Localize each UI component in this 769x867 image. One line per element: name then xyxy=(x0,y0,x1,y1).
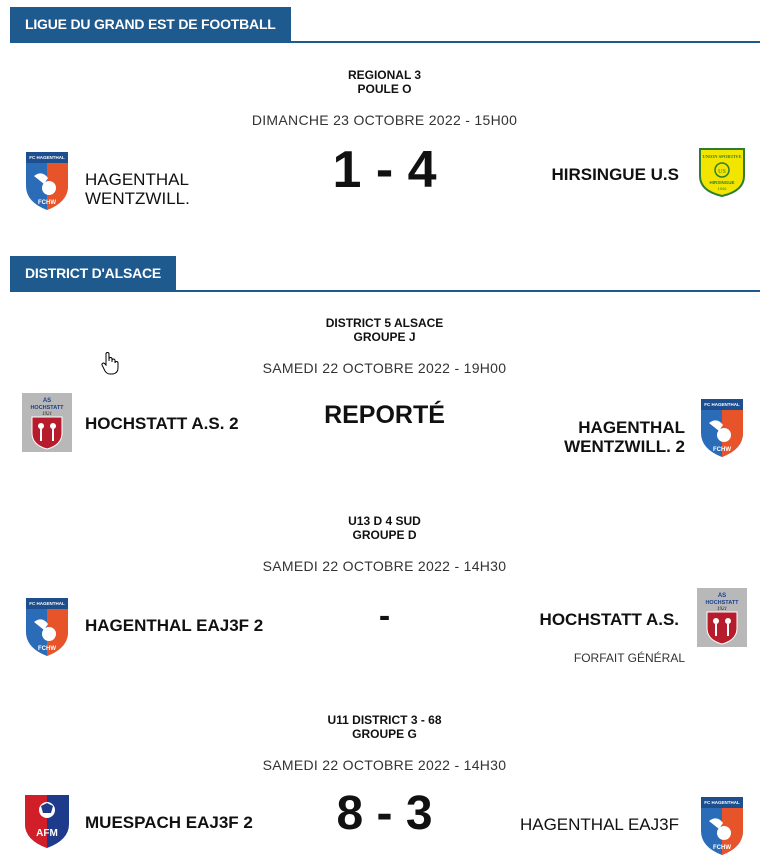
home-team-name[interactable]: HAGENTHAL EAJ3F 2 xyxy=(85,616,264,635)
away-team-name[interactable]: HAGENTHAL WENTZWILL. 2 xyxy=(564,418,685,456)
match-datetime: SAMEDI 22 OCTOBRE 2022 - 19H00 xyxy=(262,360,507,376)
match-score: - xyxy=(378,597,391,635)
svg-text:FC HAGENTHAL: FC HAGENTHAL xyxy=(29,155,65,160)
svg-text:UNION SPORTIVE: UNION SPORTIVE xyxy=(702,154,742,159)
home-team-name[interactable]: MUESPACH EAJ3F 2 xyxy=(85,813,253,832)
away-team-name[interactable]: HIRSINGUE U.S xyxy=(551,165,679,184)
svg-text:FC HAGENTHAL: FC HAGENTHAL xyxy=(29,601,65,606)
fchw-logo[interactable] xyxy=(699,795,745,857)
svg-text:AS: AS xyxy=(42,398,52,404)
svg-text:HOCHSTATT: HOCHSTATT xyxy=(30,405,64,411)
competition-name: REGIONAL 3 POULE O xyxy=(347,68,422,96)
competition-name: U13 D 4 SUD GROUPE D xyxy=(348,514,421,542)
fchw-logo[interactable] xyxy=(699,397,745,459)
svg-text:US: US xyxy=(718,169,726,175)
hirsingue-logo[interactable] xyxy=(697,146,747,198)
svg-text:FCHW: FCHW xyxy=(713,447,731,453)
svg-text:HIRSINGUE: HIRSINGUE xyxy=(709,180,735,185)
match-datetime: SAMEDI 22 OCTOBRE 2022 - 14H30 xyxy=(262,558,507,574)
svg-text:1946: 1946 xyxy=(717,186,727,191)
match-status: REPORTÉ xyxy=(324,401,445,429)
match-score: 8 - 3 xyxy=(336,787,433,840)
away-team-name[interactable]: HOCHSTATT A.S. xyxy=(539,610,679,629)
svg-text:AS: AS xyxy=(717,593,727,599)
match-datetime: DIMANCHE 23 OCTOBRE 2022 - 15H00 xyxy=(251,112,518,128)
svg-text:1921: 1921 xyxy=(717,607,727,612)
away-team-name[interactable]: HAGENTHAL EAJ3F xyxy=(519,815,679,834)
svg-text:FCHW: FCHW xyxy=(38,200,56,206)
match-datetime: SAMEDI 22 OCTOBRE 2022 - 14H30 xyxy=(262,757,507,773)
home-team-name[interactable]: HOCHSTATT A.S. 2 xyxy=(85,414,239,433)
competition-name: DISTRICT 5 ALSACE GROUPE J xyxy=(325,316,444,344)
svg-text:FC HAGENTHAL: FC HAGENTHAL xyxy=(704,402,740,407)
hochstatt-logo[interactable] xyxy=(697,588,747,647)
svg-text:FCHW: FCHW xyxy=(38,646,56,652)
svg-text:FCHW: FCHW xyxy=(713,845,731,851)
section-header-district xyxy=(10,256,760,292)
section-header-ligue xyxy=(10,7,760,43)
svg-text:FC HAGENTHAL: FC HAGENTHAL xyxy=(704,800,740,805)
hand-cursor-icon xyxy=(101,351,119,375)
competition-name: U11 DISTRICT 3 - 68 GROUPE G xyxy=(327,713,442,741)
match-note: FORFAIT GÉNÉRAL xyxy=(573,651,685,665)
section-title: LIGUE DU GRAND EST DE FOOTBALL xyxy=(10,7,291,41)
section-title: DISTRICT D'ALSACE xyxy=(10,256,176,290)
svg-text:AFM: AFM xyxy=(36,828,58,839)
svg-text:HOCHSTATT: HOCHSTATT xyxy=(705,600,739,606)
match-score: 1 - 4 xyxy=(332,141,437,199)
home-team-name[interactable]: HAGENTHAL WENTZWILL. xyxy=(85,170,190,208)
svg-text:1921: 1921 xyxy=(42,412,52,417)
